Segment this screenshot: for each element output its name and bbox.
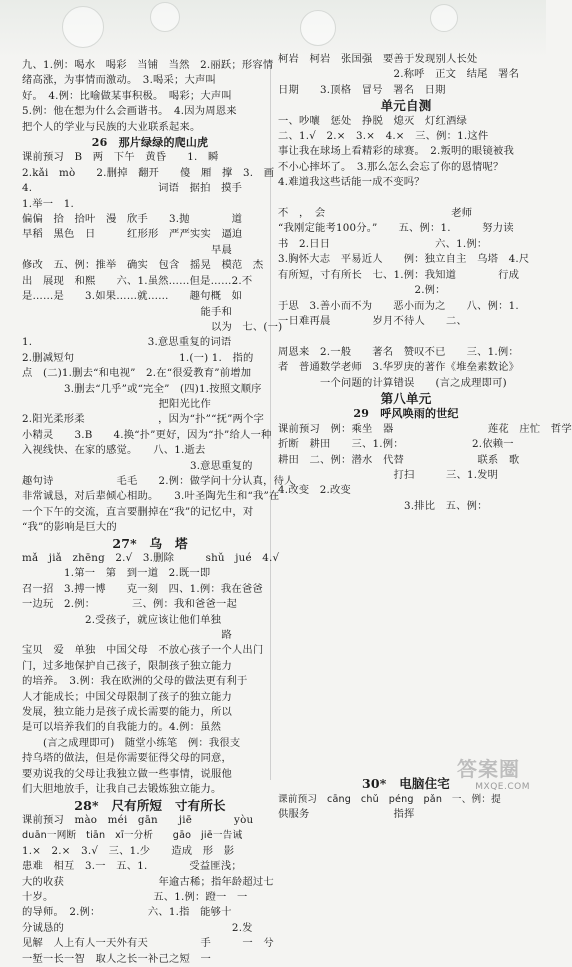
answer-line: 出 展现 和熙 六、1.虽然……但是……2.不 xyxy=(22,274,253,287)
answer-line: 有所短，寸有所长 七、1.例：我知道 行成 xyxy=(278,268,520,281)
answer-line xyxy=(278,530,534,545)
answer-line: 一个下午的交流，直言要删掉在“我”的记忆中，对 xyxy=(22,505,254,518)
answer-line: 周恩来 2.一般 著名 赞叹不已 三、1.例： xyxy=(278,345,519,358)
answer-line xyxy=(278,607,534,622)
answer-line xyxy=(278,869,534,884)
answer-line: “我刚定能考100分。” 五、例：1. 努力读 xyxy=(278,222,514,235)
answer-line xyxy=(278,514,534,529)
watermark-url: MXQE.COM xyxy=(475,782,530,792)
section-heading: 30* 电脑住宅 xyxy=(361,776,451,792)
answer-line: (言之成理即可) 随堂小练笔 例：我很支 xyxy=(22,736,241,749)
answer-line: 不小心摔坏了。 3.那么怎么会忘了你的恩情呢？ xyxy=(278,160,504,173)
section-heading: 单元自测 xyxy=(380,98,432,114)
answer-line: 以为 七、(一) xyxy=(22,320,283,333)
answer-line: 能手和 xyxy=(22,305,232,318)
answer-line xyxy=(278,884,534,899)
watermark xyxy=(450,757,540,796)
answer-line: 路 xyxy=(22,629,232,642)
answer-line: 课前预习 例：乘坐 器 莲花 庄忙 哲学 xyxy=(278,422,572,435)
answer-line: 2.受孩子，就应该让他们单独 xyxy=(22,613,222,626)
answer-line xyxy=(278,899,534,914)
answer-line: 一、吵嚷 惩处 挣脱 熄灭 灯红酒绿 xyxy=(278,114,467,127)
answer-line: 2.阳光柔形柔 ，因为“扑”“抚”两个字 xyxy=(22,413,265,426)
answer-line: 者 普通数学老师 3.华罗庚的著作《堆垒素数论》 xyxy=(278,361,520,374)
answer-line: 3.意思重复的 xyxy=(22,459,253,472)
answer-line xyxy=(278,191,534,206)
answer-line: 把个人的学业与民族的大业联系起来。 xyxy=(22,120,201,133)
answer-line xyxy=(278,637,534,652)
answer-line: 2.称呼 正文 结尾 署名 xyxy=(278,68,520,81)
answer-line: 课前预习 cāng chǔ péng pǎn 一、例：提 xyxy=(278,793,501,805)
answer-line: 修改 五、例：推举 确实 包含 摇晃 模范 杰 xyxy=(22,259,264,272)
answer-line xyxy=(278,838,534,853)
answer-line: 患难 相互 3.一 五、1. 受益匪浅； xyxy=(22,860,242,873)
answer-line: 九、1.例：喝水 喝彩 当铺 当然 2.丽跃；形容情 xyxy=(22,59,274,71)
answer-line: 4. 词语 据拍 摸手 xyxy=(22,182,243,195)
answer-line: 二、1.√ 2.× 3.× 4.× 三、例：1.这件 xyxy=(278,130,489,143)
answer-line: 非常诚恳，对后辈倾心相助。 3.叶圣陶先生和“我”在 xyxy=(22,490,280,503)
left-answer-column xyxy=(22,58,295,967)
answer-line: 4.改变 2.改变 xyxy=(278,484,519,497)
answer-line xyxy=(278,622,534,637)
answer-line xyxy=(278,714,534,729)
answer-line xyxy=(278,329,534,344)
answer-line xyxy=(278,853,534,868)
decorative-circle xyxy=(430,4,458,32)
answer-line: 人才能成长；中国父母限制了孩子的独立能力 xyxy=(22,690,232,703)
answer-line xyxy=(278,560,534,575)
answer-line: 课前预习 B 两 下午 黄昏 1. 瞬 xyxy=(22,151,219,164)
answer-line xyxy=(278,822,534,837)
answer-line: 偏偏 拾 拾叶 漫 欣手 3.抛 道 xyxy=(22,213,243,226)
answer-line xyxy=(278,576,534,591)
answer-line: 持乌塔的做法，但是你需要征得父母的同意， xyxy=(22,752,232,765)
answer-line: 绪高涨，为事情而激动。 3.喝采；大声叫 xyxy=(22,74,217,87)
answer-line xyxy=(278,545,534,560)
right-answer-column xyxy=(278,52,572,930)
answer-line: 折断 耕田 三、1.例： 2.依赖一 xyxy=(278,438,514,451)
answer-line: 见解 人上有人一天外有天 手 一 兮 xyxy=(22,937,274,950)
answer-line: 3.删去“几乎”或“完全” (四)1.按照文顺序 xyxy=(22,382,262,395)
answer-line: 2.删减短句 1.(一) 1. 指的 xyxy=(22,351,254,364)
answer-line xyxy=(278,915,534,930)
section-heading: 第八单元 xyxy=(380,390,432,406)
section-heading: 28* 尺有所短 寸有所长 xyxy=(74,797,226,813)
answer-line: 小精灵 3.B 4.换“扑”更好，因为“扑”给人一种 xyxy=(22,428,272,441)
answer-line: 们大胆地放手，让我自己去锻炼独立能力。 xyxy=(22,783,222,796)
answer-line: 入视线快、在家的感觉。 八、1.逝去 xyxy=(22,444,206,457)
answer-line: 4.难道我这些话能一成不变吗？ xyxy=(278,176,425,189)
decorative-circle xyxy=(300,10,336,46)
watermark-logo: 答案圈 xyxy=(457,757,520,781)
answer-line: 要劝说我的父母让我独立做一些事情，说服他 xyxy=(22,767,232,780)
answer-line: 十岁。 五、1.例：蹬一 一 xyxy=(22,890,248,903)
answer-line xyxy=(278,699,534,714)
answer-line: 一边玩 2.例： 三、例：我和爸爸一起 xyxy=(22,598,238,611)
answer-line: 分诚恳的 2.发 xyxy=(22,921,253,934)
answer-line: 一堑一长一智 取人之长一补己之短 一 xyxy=(22,952,211,965)
section-heading: 26 那片绿绿的爬山虎 xyxy=(91,136,209,150)
answer-line: 点 (二)1.删去“和电视” 2.在“很爱教育”前增加 xyxy=(22,367,252,380)
answer-line: 于思 3.善小而不为 恶小而为之 八、例：1. xyxy=(278,299,530,312)
answer-line: 柯岩 柯岩 张国强 要善于发现别人长处 xyxy=(278,53,478,65)
answer-line: 书 2.日日 六、1.例： xyxy=(278,237,546,250)
answer-line: 2.kǎi mò 2.删掉 翻开 傻 厢 撑 3. 画 xyxy=(22,166,275,179)
answer-line: 大的收获 年逾古稀；指年龄超过七 xyxy=(22,875,274,888)
answer-line: 发展，独立能力是孩子成长需要的能力，所以 xyxy=(22,706,232,719)
answer-line: 门，过多地保护自己孩子，限制孩子独立能力 xyxy=(22,659,232,672)
answer-line: 3.排比 五、例： xyxy=(278,499,488,512)
answer-line xyxy=(278,591,534,606)
answer-line: 一个问题的计算错误 (言之成理即可) xyxy=(278,376,507,389)
answer-line: 把阳光比作 xyxy=(22,397,211,410)
answer-line xyxy=(278,730,534,745)
section-heading: 27* 乌 塔 xyxy=(112,535,188,551)
answer-line: 宝贝 爱 单独 中国父母 不放心孩子一个人出门 xyxy=(22,644,264,657)
answer-line: 日期 3.顶格 冒号 署名 日期 xyxy=(278,83,446,96)
answer-line: 3.胸怀大志 平易近人 例：独立自主 乌塔 4.尺 xyxy=(278,253,530,266)
answer-line: 召一招 3.搏一博 克一刻 四、1.例：我在爸爸 xyxy=(22,582,263,595)
answer-line: 2.例： xyxy=(278,284,567,297)
answer-line: 趣句诗 毛毛 2.例：做学问十分认真，待人 xyxy=(22,474,295,487)
answer-line: mǎ jiǎ zhēng 2.√ 3.删除 shǔ jué 4.√ xyxy=(22,552,280,564)
answer-line: 1.第一 第 到一道 2.既一即 xyxy=(22,567,211,580)
answer-line: 是……是 3.如果……就…… 趣句概 如 xyxy=(22,290,243,303)
answer-line: 1.举一 1. xyxy=(22,197,242,210)
decorative-circle xyxy=(150,2,180,32)
answer-line: 早稻 黑色 日 红形形 严严实实 逼迫 xyxy=(22,228,243,241)
answer-line: 事让我在球场上看精彩的球赛。 2.叛明的眼镜被我 xyxy=(278,145,515,158)
answer-line: 是可以培养我们的自我能力的。4.例：虽然 xyxy=(22,721,222,734)
answer-line: 的导师。 2.例： 六、1.指 能够十 xyxy=(22,906,232,919)
answer-line: 1. 3.意思重复的词语 xyxy=(22,336,232,349)
answer-line: “我”的影响是巨大的 xyxy=(22,521,117,534)
answer-line: 好。 4.例：比喻做某事积极。 喝彩；大声叫 xyxy=(22,89,232,102)
answer-line xyxy=(278,684,534,699)
answer-line: 早晨 xyxy=(22,243,232,256)
answer-line: 一日难再晨 岁月不待人 二、 xyxy=(278,314,504,327)
answer-line: 不 ， 会 老师 xyxy=(278,207,473,220)
answer-line: 课前预习 mào méi gān jiē yòu xyxy=(22,813,254,826)
answer-line: 打扫 三、1.发明 xyxy=(278,468,530,481)
decorative-circle xyxy=(62,6,104,48)
answer-line: 耕田 二、例：潜水 代替 联系 歌 xyxy=(278,453,520,466)
section-heading: 29 呼风唤雨的世纪 xyxy=(353,407,459,421)
answer-line: duān一网断 tiān xī一分析 gāo jiē一告诫 xyxy=(22,830,243,842)
answer-line xyxy=(278,653,534,668)
answer-line: 5.例：他在想为什么会画谐书。 4.因为周恩来 xyxy=(22,105,237,118)
answer-line: 的培养。 3.例：我在欧洲的父母的做法更有利于 xyxy=(22,675,248,688)
answer-line: 1.× 2.× 3.√ 三、1.少 造成 形 影 xyxy=(22,844,235,857)
answer-line: 供服务 指挥 xyxy=(278,807,499,820)
answer-line xyxy=(278,668,534,683)
